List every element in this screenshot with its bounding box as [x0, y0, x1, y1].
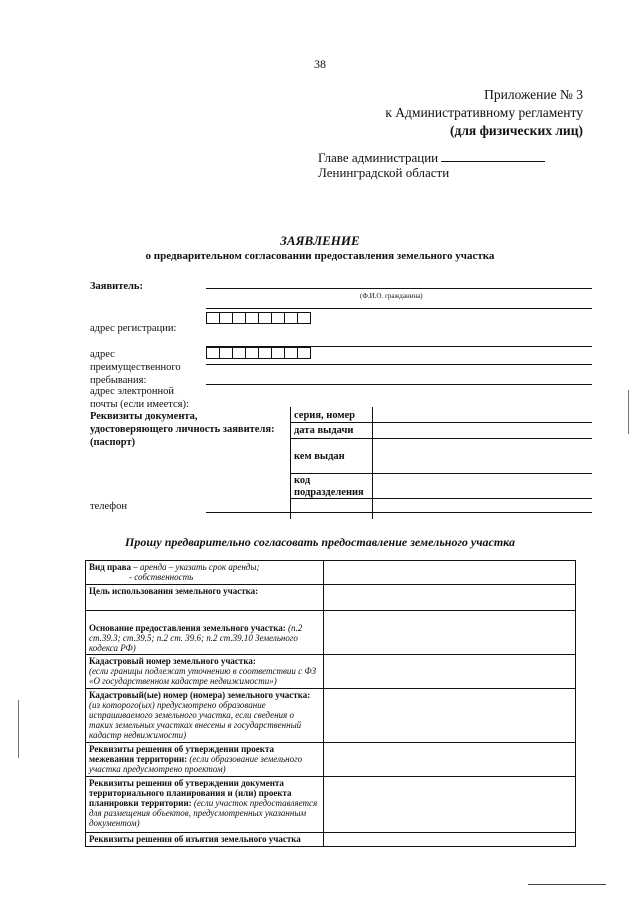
table-row — [86, 561, 576, 585]
document-title: ЗАЯВЛЕНИЕ — [280, 233, 360, 248]
cadastral-number-label: Кадастровый номер земельного участка: — [89, 656, 256, 666]
digit-box[interactable] — [207, 313, 220, 323]
digit-box[interactable] — [233, 348, 246, 358]
digit-box[interactable] — [285, 313, 298, 323]
table-row — [86, 777, 576, 833]
email-label-1: адрес электронной — [90, 386, 174, 397]
table-cell-label — [86, 743, 324, 777]
appendix-line-2: к Административному регламенту — [385, 105, 583, 120]
digit-box[interactable] — [246, 313, 259, 323]
code-label-2 — [294, 486, 364, 499]
purpose-label: Цель использования земельного участка: — [89, 586, 259, 596]
digit-box[interactable] — [220, 348, 233, 358]
issue-date-text: дата выдачи — [294, 425, 354, 436]
digit-box[interactable] — [298, 313, 310, 323]
email-line[interactable] — [206, 384, 592, 385]
issue-date-label — [294, 424, 353, 437]
table-cell-label — [86, 833, 324, 847]
postcode-boxes-1[interactable] — [206, 312, 311, 324]
table-cell-value[interactable] — [324, 689, 576, 743]
registration-label: адрес регистрации: — [90, 323, 177, 334]
appendix-line-3 — [450, 122, 583, 139]
digit-box[interactable] — [272, 348, 285, 358]
series-number-label — [294, 409, 355, 422]
basis-note: (п.2 ст.39.3; ст.39.5; п.2 ст. 39.6; п.2 ст.39.10 Земельного кодекса РФ) — [89, 623, 303, 653]
seizure-decision-label: Реквизиты решения об изъятия земельного участка — [89, 834, 301, 844]
residence-label-3: пребывания: — [90, 375, 147, 386]
digit-box[interactable] — [285, 348, 298, 358]
table-cell-label — [86, 777, 324, 833]
code-label-2-text: подразделения — [294, 487, 364, 498]
parcel-table — [85, 560, 576, 847]
request-heading: Прошу предварительно согласовать предоставление земельного участка — [125, 535, 515, 549]
appendix-line-1: Приложение № 3 — [484, 87, 583, 102]
residence-label-1: адрес — [90, 349, 115, 360]
applicant-line-2[interactable] — [206, 308, 592, 309]
source-parcels-label: Кадастровый(ые) номер (номера) земельного участка: — [89, 690, 311, 700]
page-number: 38 — [314, 57, 326, 71]
table-cell-value[interactable] — [324, 585, 576, 611]
source-parcels-note: (из которого(ых) предусмотрено образование испрашиваемого земельного участка, если сведения о таких земельных участках внесены в государственный кадастр недвижимости) — [89, 700, 302, 740]
doc-grid-line-1 — [290, 422, 592, 423]
table-cell-value[interactable] — [324, 611, 576, 655]
table-cell-label — [86, 585, 324, 611]
table-cell-label — [86, 689, 324, 743]
table-cell-label — [86, 655, 324, 689]
applicant-line[interactable] — [206, 288, 592, 289]
addressee-line-2: Ленинградской области — [318, 165, 450, 180]
planning-doc-label: Реквизиты решения об утверждении документа территориального планирования и (или) проекта планировки территории: — [89, 778, 292, 808]
digit-box[interactable] — [220, 313, 233, 323]
doc-label-3-text: (паспорт) — [90, 437, 136, 448]
right-type-label: Вид права — [89, 562, 132, 572]
digit-box[interactable] — [272, 313, 285, 323]
digit-box[interactable] — [259, 348, 272, 358]
fio-hint: (Ф.И.О. гражданина) — [360, 292, 423, 300]
table-row — [86, 655, 576, 689]
phone-line[interactable] — [206, 512, 592, 513]
doc-label-3 — [90, 436, 135, 449]
survey-project-note: (если образование земельного участка предусмотрено проектом) — [89, 754, 303, 774]
table-cell-value[interactable] — [324, 777, 576, 833]
applicant-label — [90, 280, 143, 293]
postcode-boxes-2[interactable] — [206, 347, 311, 359]
right-type-ownership: - собственность — [129, 572, 194, 582]
doc-grid-line-3 — [290, 473, 592, 474]
phone-label: телефон — [90, 501, 127, 512]
scan-left-mark — [18, 700, 19, 758]
right-type-lease: – аренда – указать срок аренды; — [131, 562, 260, 572]
appendix-line-3-text: (для физических лиц) — [450, 123, 583, 138]
cadastral-number-note: (если границы подлежат уточнению в соответствии с ФЗ «О государственном кадастре недвижимости») — [89, 666, 317, 686]
residence-line[interactable] — [206, 364, 592, 365]
applicant-label-text: Заявитель: — [90, 281, 143, 292]
addressee-line-1 — [318, 150, 545, 165]
doc-grid-line-2 — [290, 438, 592, 439]
scan-bottom-mark — [528, 884, 606, 885]
doc-grid-mid — [372, 407, 373, 519]
digit-box[interactable] — [298, 348, 310, 358]
residence-label-2: преимущественного — [90, 362, 181, 373]
doc-label-1-text: Реквизиты документа, — [90, 411, 198, 422]
table-cell-value[interactable] — [324, 743, 576, 777]
doc-grid-left — [290, 407, 291, 519]
table-cell-value[interactable] — [324, 561, 576, 585]
issued-by-text: кем выдан — [294, 451, 345, 462]
table-row — [86, 689, 576, 743]
scan-margin-mark — [628, 390, 629, 434]
doc-label-2 — [90, 423, 275, 436]
doc-label-2-text: удостоверяющего личность заявителя: — [90, 424, 275, 435]
email-label-2: почты (если имеется): — [90, 399, 189, 410]
table-row — [86, 833, 576, 847]
table-row — [86, 585, 576, 611]
addressee-head: Главе администрации — [318, 150, 439, 165]
table-cell-label — [86, 611, 324, 655]
table-cell-value[interactable] — [324, 833, 576, 847]
document-subtitle: о предварительном согласовании предоставления земельного участка — [145, 250, 495, 262]
issued-by-label — [294, 450, 345, 463]
series-number-text: серия, номер — [294, 410, 356, 421]
table-row — [86, 611, 576, 655]
table-cell-value[interactable] — [324, 655, 576, 689]
digit-box[interactable] — [246, 348, 259, 358]
table-cell-label — [86, 561, 324, 585]
addressee-blank[interactable] — [441, 150, 545, 162]
planning-doc-note: (если участок предоставляется для размещения объектов, предусмотренных указанным документом) — [89, 798, 318, 828]
digit-box[interactable] — [207, 348, 220, 358]
table-row — [86, 743, 576, 777]
digit-box[interactable] — [259, 313, 272, 323]
basis-label: Основание предоставления земельного участка: — [89, 623, 286, 633]
survey-project-label: Реквизиты решения об утверждении проекта межевания территории: — [89, 744, 275, 764]
doc-label-1 — [90, 410, 198, 423]
digit-box[interactable] — [233, 313, 246, 323]
code-label-1-text: код — [294, 475, 311, 486]
